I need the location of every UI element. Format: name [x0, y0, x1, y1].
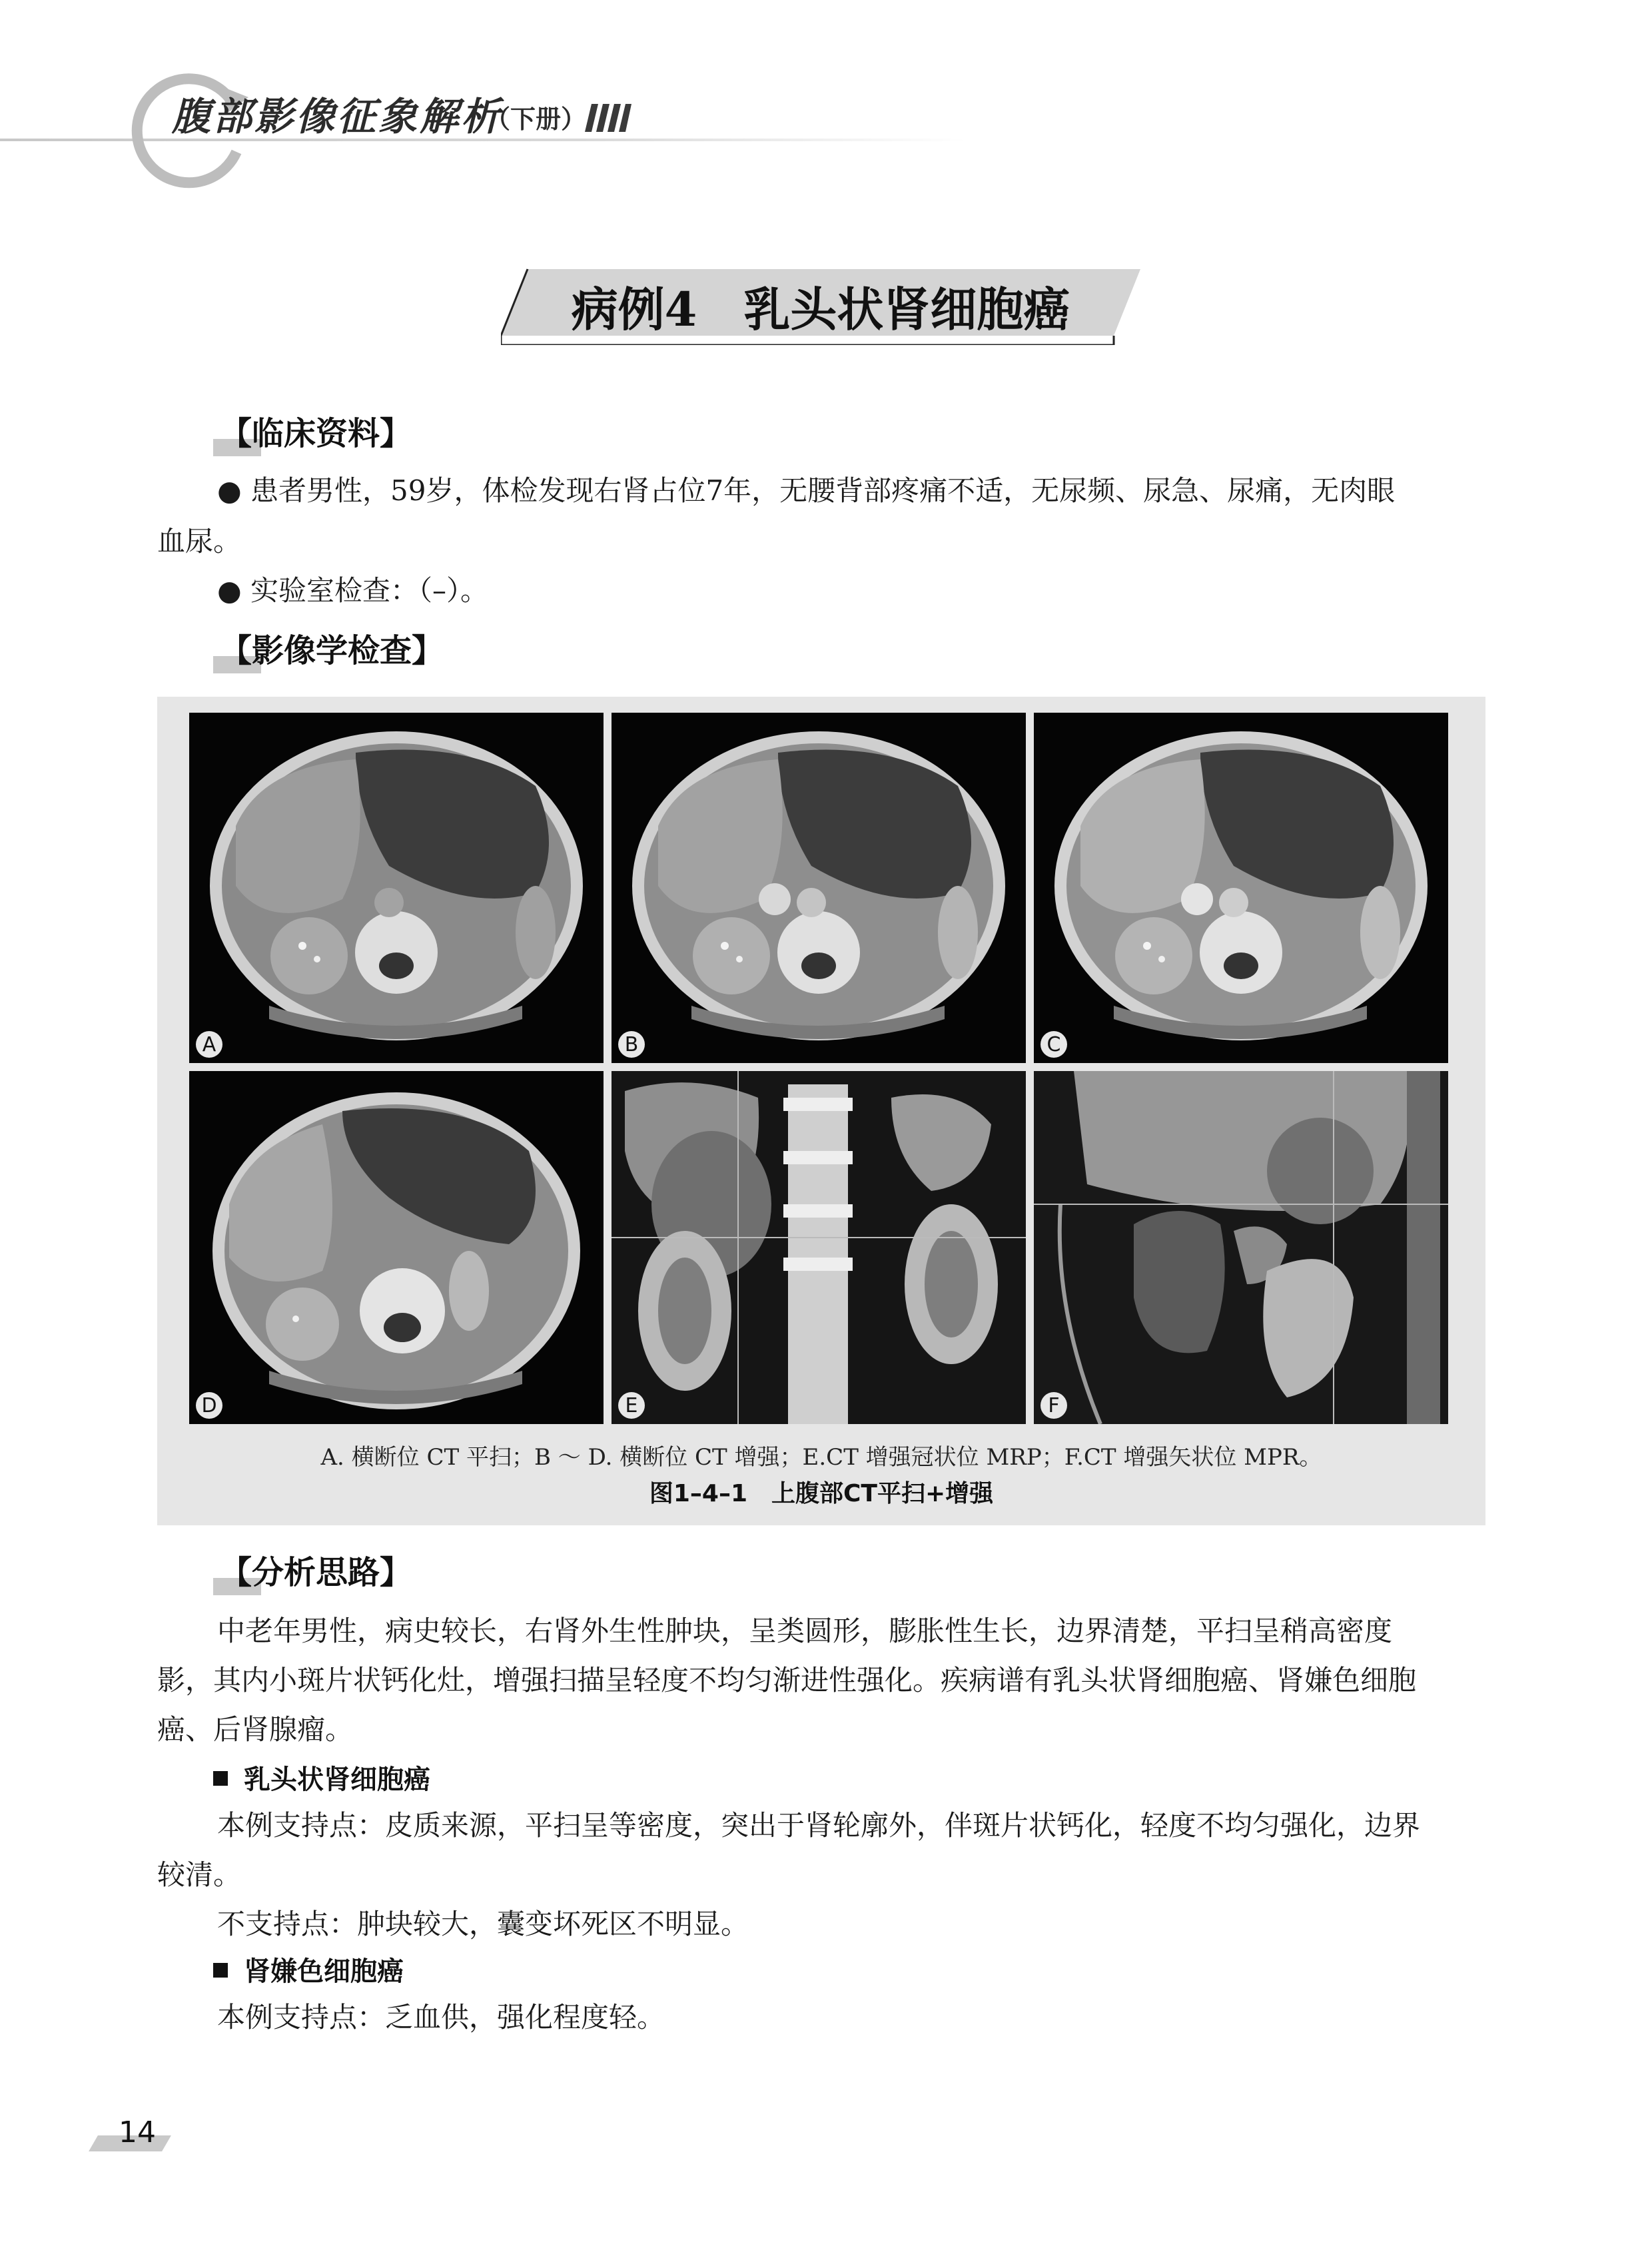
analysis-p1-line-1: 中老年男性，病史较长，右肾外生性肿块，呈类圆形，膨胀性生长，边界清楚，平扫呈稍高密度: [217, 1615, 1393, 1647]
case-name: 乳头状肾细胞癌: [743, 281, 1070, 337]
header-bars-decoration: [585, 104, 631, 132]
ct-panel-f: [1034, 1071, 1448, 1424]
ct-panel-c: [1034, 713, 1448, 1063]
ct-panel-d: [189, 1071, 604, 1424]
case-number: 病例4: [571, 281, 697, 337]
clinical-item-2: ● 实验室检查：（–）。: [217, 574, 488, 607]
diagnosis-1-support-line-2: 较清。: [157, 1858, 242, 1891]
ct-panel-b: [612, 713, 1026, 1063]
square-bullet-icon: [213, 1963, 228, 1978]
page-number: 14: [119, 2115, 156, 2149]
diagnosis-2-heading: 肾嫌色细胞癌: [213, 1950, 404, 1988]
panel-label-c: C: [1040, 1031, 1067, 1058]
ct-panel-a: [189, 713, 604, 1063]
ct-panel-e: [612, 1071, 1026, 1424]
panel-label-e: E: [618, 1392, 645, 1419]
diagnosis-1-against: 不支持点：肿块较大，囊变坏死区不明显。: [217, 1908, 749, 1940]
case-title: [501, 266, 1140, 345]
analysis-p1-line-3: 癌、后肾腺瘤。: [157, 1713, 354, 1746]
clinical-item-1-line-1: ● 患者男性，59岁，体检发现右肾占位7年，无腰背部疼痛不适，无尿频、尿急、尿痛，无肉眼: [217, 474, 1396, 507]
panel-label-f: F: [1040, 1392, 1067, 1419]
figure-caption: A. 横断位 CT 平扫；B ～ D. 横断位 CT 增强；E.CT 增强冠状位 MRP；F.CT 增强矢状位 MPR。: [320, 1444, 1322, 1471]
ct-axial-image: [612, 713, 1026, 1063]
section-imaging: 【影像学检查】: [220, 625, 444, 671]
ct-coronal-image: [612, 1071, 1026, 1424]
volume-label: （下册）: [485, 105, 587, 134]
ct-sagittal-image: [1034, 1071, 1448, 1424]
panel-label-b: B: [618, 1031, 645, 1058]
ct-axial-image: [189, 1071, 604, 1424]
ct-axial-image: [1034, 713, 1448, 1063]
figure-title: 图1–4–1 上腹部CT平扫+增强: [649, 1480, 994, 1507]
ct-axial-image: [189, 713, 604, 1063]
book-title: 腹部影像征象解析: [172, 94, 503, 139]
panel-label-a: A: [196, 1031, 222, 1058]
panel-label-d: D: [196, 1392, 222, 1419]
diagnosis-2-support: 本例支持点：乏血供，强化程度轻。: [217, 2001, 665, 2034]
clinical-item-1-line-2: 血尿。: [157, 525, 242, 558]
section-analysis: 【分析思路】: [220, 1547, 412, 1593]
analysis-p1-line-2: 影，其内小斑片状钙化灶，增强扫描呈轻度不均匀渐进性强化。疾病谱有乳头状肾细胞癌、肾嫌色细胞: [157, 1664, 1417, 1696]
square-bullet-icon: [213, 1771, 228, 1786]
section-clinical: 【临床资料】: [220, 408, 412, 454]
diagnosis-1-heading: 乳头状肾细胞癌: [213, 1758, 430, 1796]
diagnosis-1-support-line-1: 本例支持点：皮质来源，平扫呈等密度，突出于肾轮廓外，伴斑片状钙化，轻度不均匀强化，边界: [217, 1809, 1421, 1842]
